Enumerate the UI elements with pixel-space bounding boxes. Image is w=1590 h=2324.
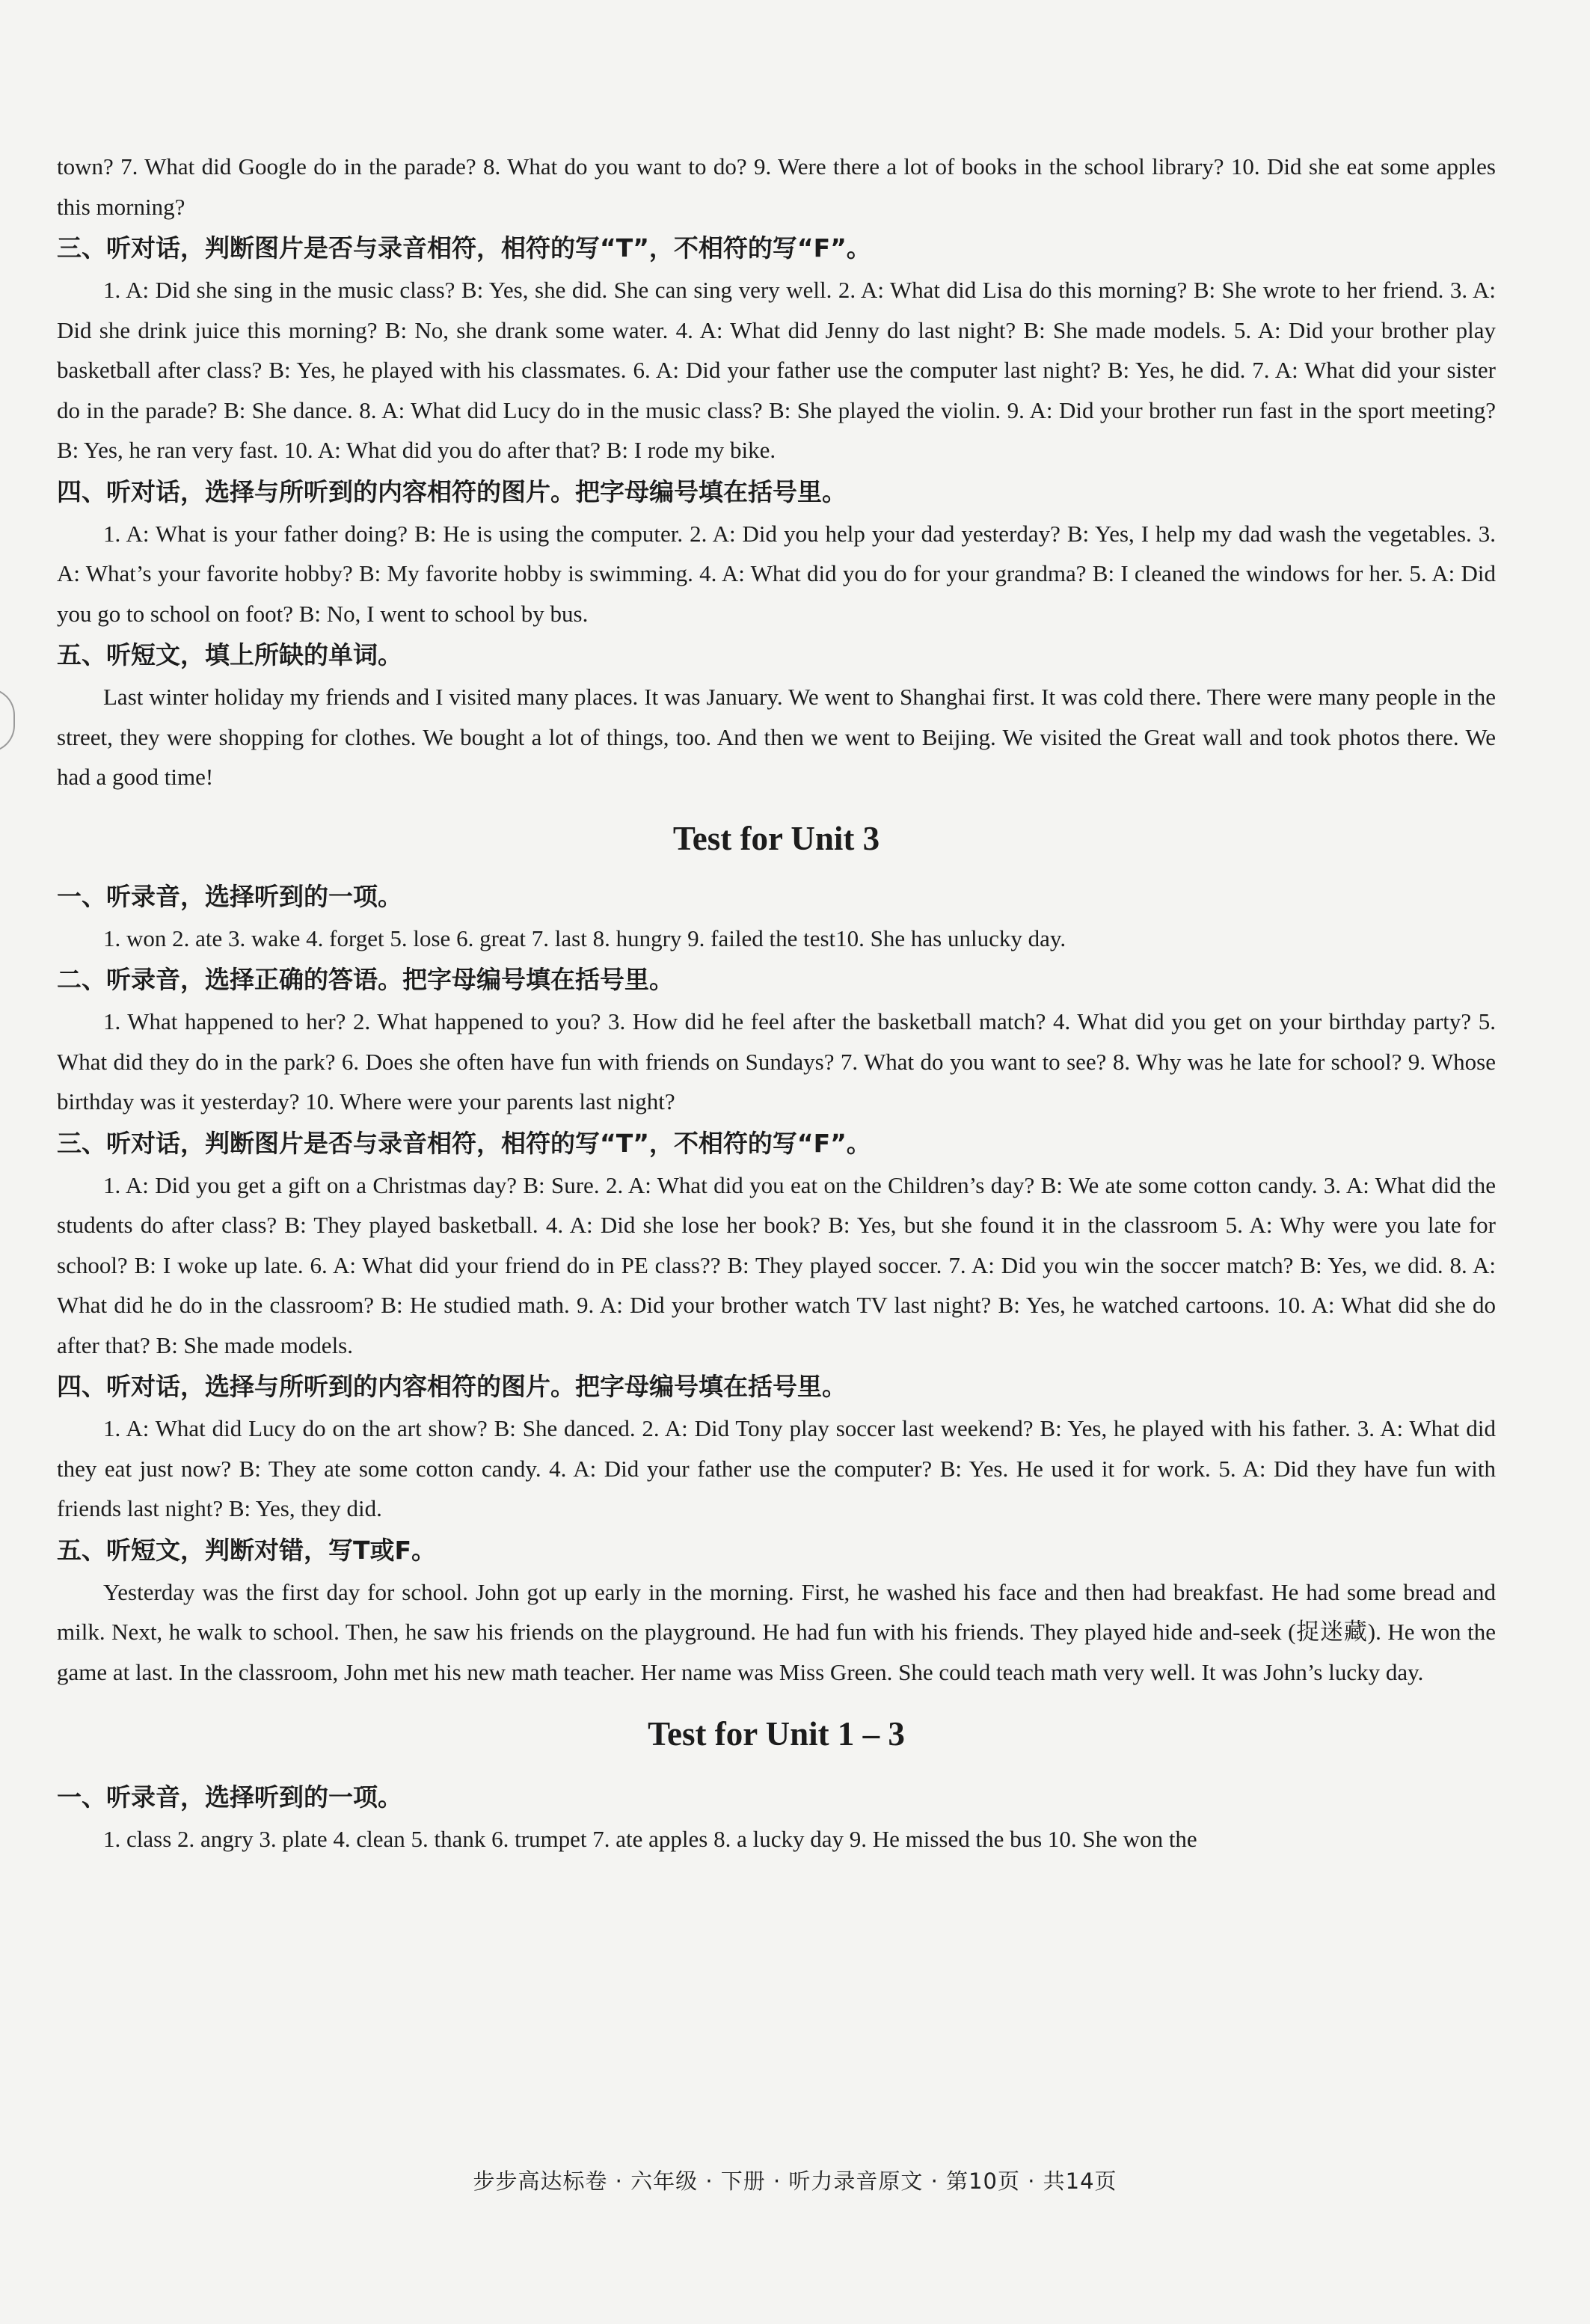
unit3-test: [57, 797, 1496, 1693]
unit3-text-3: 1. A: Did you get a gift on a Christmas day? B: Sure. 2. A: What did you eat on the Children’s day? B: We ate some cotton candy. 3. A: What did the students do after class? B: They played basketball. 4. A: Did she lose her book? B: Yes, but she found it in the classroom 5. A: Why were you late for school? B: I woke up late. 6. A: What did your friend do in PE class?? B: They played soccer. 7. A: Did you win the soccer match? B: Yes, we did. 8. A: What did he do in the classroom? B: He studied math. 9. A: Did your brother watch TV last night? B: Yes, he watched cartoons. 10. A: What did she do after that? B: She made models.: [57, 1171, 1496, 1358]
unit1-3-title: Test for Unit 1 – 3: [648, 1715, 905, 1753]
section-heading-3: 三、听对话，判断图片是否与录音相符，相符的写“T”，不相符的写“F”。: [57, 233, 871, 263]
unit3-heading-5: 五、听短文，判断对错，写T或F。: [57, 1535, 437, 1565]
section-heading-4: 四、听对话，选择与所听到的内容相符的图片。把字母编号填在括号里。: [57, 476, 847, 506]
page-footer: 步步高达标卷 · 六年级 · 下册 · 听力录音原文 · 第10页 · 共14页: [473, 2168, 1117, 2194]
unit3-text-2: 1. What happened to her? 2. What happened to you? 3. How did he feel after the basketball match? 4. What did you get on your birthday party? 5. What did they do in the park? 6. Does she often have fun with friends on Sundays? 7. What do you want to see? 8. Why was he late for school? 9. Whose birthday was it yesterday? 10. Where were your parents last night?: [57, 1008, 1496, 1115]
section-text-5: Last winter holiday my friends and I visited many places. It was January. We went to Shanghai first. It was cold there. There were many people in the street, they were shopping for clothes. We bought a lot of things, too. And then we went to Beijing. We visited the Great wall and took photos there. We had a good time!: [57, 684, 1496, 790]
section-text-4: 1. A: What is your father doing? B: He is using the computer. 2. A: Did you help your dad yesterday? B: Yes, I help my dad wash the vegetables. 3. A: What’s your favorite hobby? B: My favorite hobby is swimming. 4. A: What did you do for your grandma? B: I cleaned the windows for her. 5. A: Did you go to school on foot? B: No, I went to school by bus.: [57, 520, 1496, 627]
unit3-heading-3: 三、听对话，判断图片是否与录音相符，相符的写“T”，不相符的写“F”。: [57, 1128, 871, 1158]
unit1-3-test: [57, 1692, 1496, 1859]
previous-unit-continuation: [57, 147, 1496, 797]
unit3-heading-2: 二、听录音，选择正确的答语。把字母编号填在括号里。: [57, 965, 674, 994]
unit1-3-text-1: 1. class 2. angry 3. plate 4. clean 5. thank 6. trumpet 7. ate apples 8. a lucky day 9. He missed the bus 10. She won the: [103, 1826, 1197, 1852]
unit3-heading-4: 四、听对话，选择与所听到的内容相符的图片。把字母编号填在括号里。: [57, 1372, 847, 1401]
unit3-text-4: 1. A: What did Lucy do on the art show? B: She danced. 2. A: Did Tony play soccer last weekend? B: Yes, he played with his father. 3. A: What did they eat just now? B: They ate some cotton candy. 4. A: Did your father use the computer? B: Yes. He used it for work. 5. A: Did they have fun with friends last night? B: Yes, they did.: [57, 1415, 1496, 1521]
unit3-heading-1: 一、听录音，选择听到的一项。: [57, 881, 402, 911]
unit3-title: Test for Unit 3: [672, 819, 880, 857]
unit1-3-heading-1: 一、听录音，选择听到的一项。: [57, 1782, 402, 1812]
unit3-text-5: Yesterday was the first day for school. John got up early in the morning. First, he washed his face and then had breakfast. He had some bread and milk. Next, he walk to school. Then, he saw his friends on the playground. He had fun with his friends. They played hide and-seek (捉迷藏). He won the game at last. In the classroom, John met his new math teacher. Her name was Miss Green. She could teach math very well. It was John’s lucky day.: [57, 1578, 1496, 1685]
section-heading-5: 五、听短文，填上所缺的单词。: [57, 640, 402, 669]
binding-mark: [0, 688, 15, 752]
questions-continuation: town? 7. What did Google do in the parade? 8. What do you want to do? 9. Were there a lot of books in the school library? 10. Did she eat some apples this morning?: [57, 153, 1496, 220]
unit3-text-1: 1. won 2. ate 3. wake 4. forget 5. lose 6. great 7. last 8. hungry 9. failed the test10. She has unlucky day.: [103, 925, 1066, 951]
section-text-3: 1. A: Did she sing in the music class? B: Yes, she did. She can sing very well. 2. A: What did Lisa do this morning? B: She wrote to her friend. 3. A: Did she drink juice this morning? B: No, she drank some water. 4. A: What did Jenny do last night? B: She made models. 5. A: Did your brother play basketball after class? B: Yes, he played with his classmates. 6. A: Did your father use the computer last night? B: Yes, he did. 7. A: What did your sister do in the parade? B: She dance. 8. A: What did Lucy do in the music class? B: She played the violin. 9. A: Did your brother run fast in the sport meeting? B: Yes, he ran very fast. 10. A: What did you do after that? B: I rode my bike.: [57, 277, 1496, 463]
